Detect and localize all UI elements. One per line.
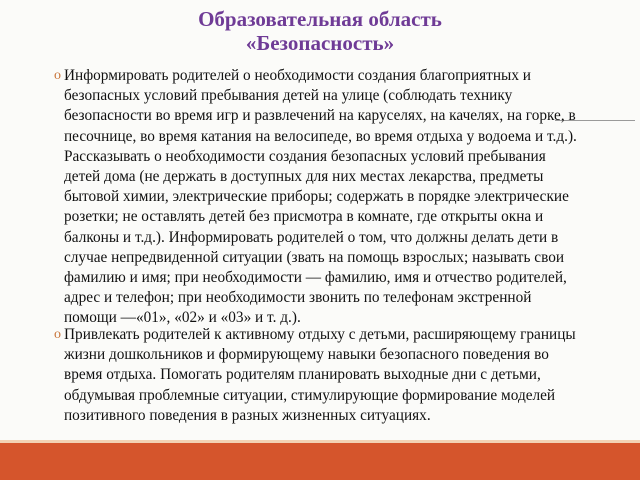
- bullet-marker-icon: o: [54, 68, 61, 83]
- footer-bar: [0, 440, 640, 480]
- bullet-marker-icon: o: [54, 327, 61, 342]
- paragraph-text: Привлекать родителей к активному отдыху с детьми, расширяющему границы жизни дошкольников и формирующему навыки безопасного поведения во время отдыха. Помогать родителям планировать выходные дни с детьми, обдумывая проблемные ситуации, стимулирующие формирование моделей позитивного поведения в разных жизненных ситуациях.: [64, 326, 576, 424]
- paragraph-text: Информировать родителей о необходимости создания благоприятных и безопасных условий пребывания детей на улице (соблюдать технику безопасности во время игр и развлечений на каруселях, на качелях, на горке, в песочнице, во время катания на велосипеде, во время отдыха у водоема и т.д.). Рассказывать о необходимости создания безопасных условий пребывания детей дома (не держать в доступных для них местах лекарства, предметы бытовой химии, электрические приборы; содержать в порядке электрические розетки; не оставлять детей без присмотра в комнате, где открыты окна и балконы и т.д.). Информировать родителей о том, что должны делать дети в случае непредвиденной ситуации (звать на помощь взрослых; называть свои фамилию и имя; при необходимости — фамилию, имя и отчество родителей, адрес и телефон; при необходимости звонить по телефонам экстренной помощи —«01», «02» и «03» и т. д.).: [64, 67, 577, 327]
- bullet-paragraph-1: [54, 66, 584, 329]
- slide-title-line-2: «Безопасность»: [245, 31, 395, 55]
- bullet-paragraph-2: [54, 325, 584, 426]
- slide-title-line-1: Образовательная область: [198, 7, 442, 31]
